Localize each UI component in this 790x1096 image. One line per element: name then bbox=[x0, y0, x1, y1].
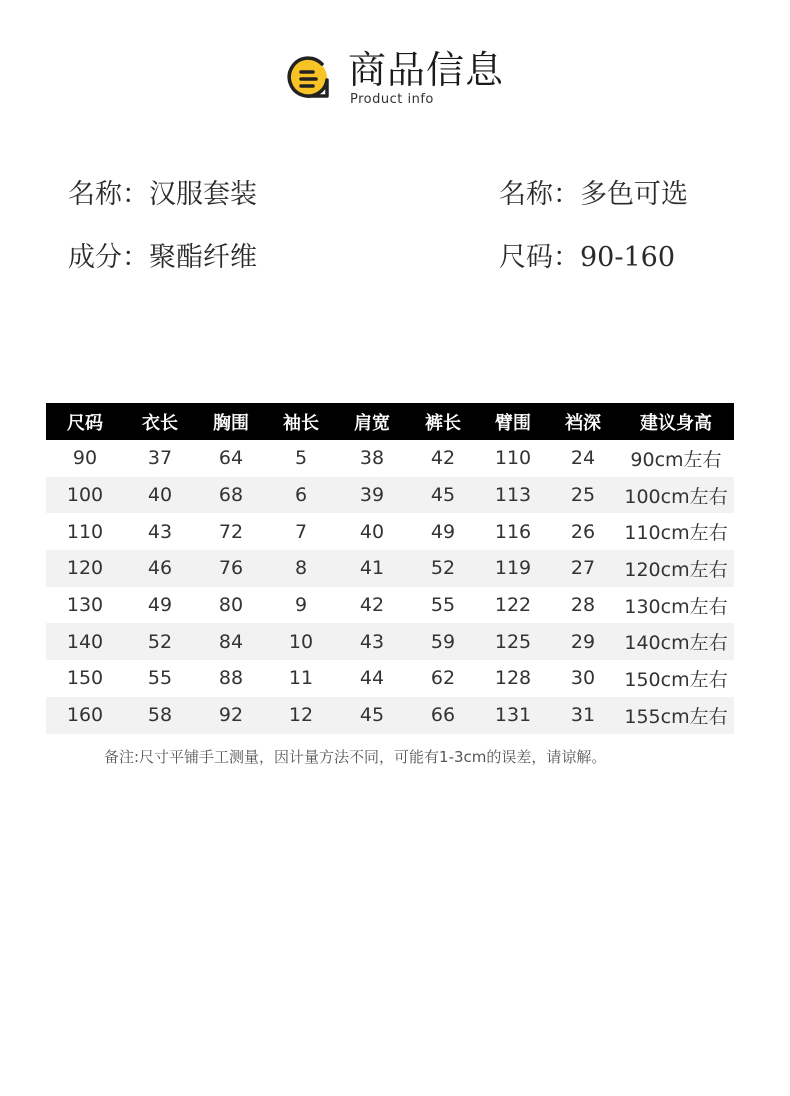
table-row bbox=[46, 660, 734, 697]
table-cell: 120cm左右 bbox=[618, 550, 734, 587]
table-cell: 122 bbox=[494, 594, 532, 617]
table-cell: 28 bbox=[570, 594, 596, 617]
column-header: 尺码 bbox=[46, 403, 124, 440]
table-cell: 90cm左右 bbox=[630, 448, 722, 471]
table-cell: 40 bbox=[359, 520, 385, 543]
table-cell: 45 bbox=[408, 477, 478, 514]
column-header: 臂围 bbox=[478, 403, 548, 440]
table-cell: 80 bbox=[218, 594, 244, 617]
table-cell: 113 bbox=[478, 477, 548, 514]
table-cell: 150 bbox=[66, 667, 104, 690]
table-cell: 130 bbox=[66, 594, 104, 617]
table-cell: 43 bbox=[336, 623, 408, 660]
table-cell: 100 bbox=[46, 477, 124, 514]
table-cell: 66 bbox=[408, 697, 478, 734]
product-size-range: 尺码：90-160 bbox=[499, 242, 676, 273]
table-cell: 12 bbox=[266, 697, 336, 734]
table-cell: 72 bbox=[218, 520, 244, 543]
table-cell: 24 bbox=[570, 447, 596, 470]
page-subtitle: Product info bbox=[350, 92, 434, 107]
column-header: 袖长 bbox=[266, 403, 336, 440]
table-header-row bbox=[46, 403, 734, 440]
column-header: 裆深 bbox=[548, 403, 618, 440]
table-cell: 7 bbox=[294, 520, 308, 543]
table-cell: 92 bbox=[196, 697, 266, 734]
table-cell: 155cm左右 bbox=[618, 697, 734, 734]
table-cell: 120 bbox=[46, 550, 124, 587]
table-cell: 116 bbox=[494, 520, 532, 543]
table-row bbox=[46, 550, 734, 587]
table-cell: 44 bbox=[359, 667, 385, 690]
table-cell: 6 bbox=[266, 477, 336, 514]
table-row bbox=[46, 477, 734, 514]
table-cell: 84 bbox=[196, 623, 266, 660]
table-cell: 27 bbox=[548, 550, 618, 587]
table-cell: 110 bbox=[66, 520, 104, 543]
table-row bbox=[46, 440, 734, 477]
table-cell: 58 bbox=[124, 697, 196, 734]
table-cell: 140 bbox=[46, 623, 124, 660]
table-row bbox=[46, 697, 734, 734]
menu-bubble-icon bbox=[284, 54, 332, 102]
section-header bbox=[284, 48, 524, 112]
table-cell: 29 bbox=[548, 623, 618, 660]
table-cell: 76 bbox=[196, 550, 266, 587]
column-header: 胸围 bbox=[196, 403, 266, 440]
column-header: 建议身高 bbox=[618, 403, 734, 440]
table-cell: 125 bbox=[478, 623, 548, 660]
table-cell: 42 bbox=[430, 447, 456, 470]
table-cell: 26 bbox=[570, 520, 596, 543]
table-cell: 10 bbox=[266, 623, 336, 660]
table-cell: 88 bbox=[218, 667, 244, 690]
column-header: 肩宽 bbox=[336, 403, 408, 440]
table-cell: 8 bbox=[266, 550, 336, 587]
size-note: 备注:尺寸平铺手工测量，因计量方法不同，可能有1-3cm的误差，请谅解。 bbox=[104, 748, 607, 766]
table-cell: 49 bbox=[430, 520, 456, 543]
table-cell: 110cm左右 bbox=[624, 522, 728, 545]
product-material: 成分：聚酯纤维 bbox=[68, 242, 257, 273]
table-cell: 68 bbox=[196, 477, 266, 514]
table-row bbox=[46, 623, 734, 660]
table-cell: 52 bbox=[408, 550, 478, 587]
table-cell: 160 bbox=[46, 697, 124, 734]
table-cell: 100cm左右 bbox=[618, 477, 734, 514]
table-cell: 119 bbox=[478, 550, 548, 587]
table-cell: 150cm左右 bbox=[624, 668, 728, 691]
table-row bbox=[46, 513, 734, 550]
table-cell: 43 bbox=[147, 520, 173, 543]
table-cell: 90 bbox=[72, 447, 98, 470]
table-cell: 41 bbox=[336, 550, 408, 587]
table-cell: 46 bbox=[124, 550, 196, 587]
column-header: 衣长 bbox=[124, 403, 196, 440]
table-cell: 40 bbox=[124, 477, 196, 514]
table-cell: 130cm左右 bbox=[624, 595, 728, 618]
table-cell: 55 bbox=[147, 667, 173, 690]
table-cell: 9 bbox=[294, 594, 308, 617]
table-cell: 37 bbox=[147, 447, 173, 470]
table-cell: 59 bbox=[408, 623, 478, 660]
table-cell: 55 bbox=[430, 594, 456, 617]
size-table bbox=[46, 403, 734, 734]
table-cell: 5 bbox=[294, 447, 308, 470]
table-cell: 110 bbox=[494, 447, 532, 470]
product-color: 名称：多色可选 bbox=[499, 179, 688, 210]
table-cell: 52 bbox=[124, 623, 196, 660]
table-cell: 140cm左右 bbox=[618, 623, 734, 660]
table-cell: 64 bbox=[218, 447, 244, 470]
table-row bbox=[46, 587, 734, 624]
table-cell: 45 bbox=[336, 697, 408, 734]
table-cell: 11 bbox=[288, 667, 314, 690]
table-cell: 49 bbox=[147, 594, 173, 617]
page-title: 商品信息 bbox=[348, 48, 505, 92]
product-name: 名称：汉服套装 bbox=[68, 179, 257, 210]
table-cell: 62 bbox=[430, 667, 456, 690]
table-cell: 131 bbox=[478, 697, 548, 734]
table-cell: 25 bbox=[548, 477, 618, 514]
column-header: 裤长 bbox=[408, 403, 478, 440]
table-cell: 31 bbox=[548, 697, 618, 734]
table-cell: 128 bbox=[494, 667, 532, 690]
table-cell: 38 bbox=[359, 447, 385, 470]
table-cell: 39 bbox=[336, 477, 408, 514]
table-cell: 42 bbox=[359, 594, 385, 617]
table-cell: 30 bbox=[570, 667, 596, 690]
